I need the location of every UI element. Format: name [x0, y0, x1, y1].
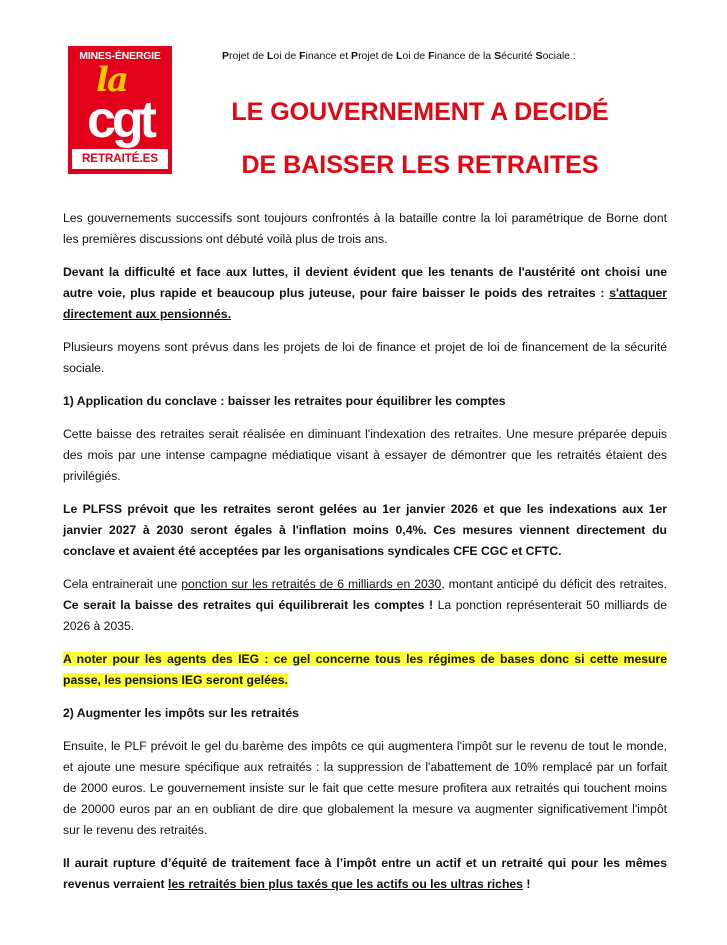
paragraph-ponction — [63, 574, 667, 637]
document-body — [63, 208, 667, 907]
subtitle-text: inance et — [305, 50, 352, 62]
highlighted-text: A noter pour les agents des IEG : ce gel concerne tous les régimes de bases donc si cette mesure passe, les pensions IEG seront gelées. — [63, 652, 667, 687]
paragraph-text: ! — [522, 877, 531, 891]
underlined-text: les retraités bien plus taxés que les actifs ou les ultras riches — [168, 877, 523, 891]
paragraph-text: Devant la difficulté et face aux luttes, il devient évident que les tenants de l'austérité ont choisi une autre voie, plus rapide et beaucoup plus juteuse, pour faire baisser le poids des retraites : — [63, 265, 667, 300]
subtitle-initial: S — [494, 50, 502, 62]
paragraph-indexation: Cette baisse des retraites serait réalisée en diminuant l'indexation des retraites. Une mesure préparée depuis des mois par une intense campagne médiatique visant à essayer de démontrer que les retraités étaient des privilégiés. — [63, 427, 667, 483]
paragraph-plf: Ensuite, le PLF prévoit le gel du barème des impôts ce qui augmentera l'impôt sur le revenu de tout le monde, et ajoute une mesure spécifique aux retraités : la suppression de l'abattement de 10% remplacé par un forfait de 2000 euros. Le gouvernement insiste sur le fait que cette mesure profitera aux retraités qui touchent moins de 20000 euros par an en oubliant de dire que globalement la mesure va augmenter significativement l'impôt sur le revenu des retraités. — [63, 739, 667, 837]
paragraph-ieg-note — [63, 649, 667, 691]
subtitle-text: écurité — [501, 50, 536, 62]
bold-text: Ce serait la baisse des retraites qui équilibrerait les comptes ! — [63, 598, 434, 612]
subtitle-initial: P — [222, 50, 230, 62]
paragraph-text: La ponction représenterait 50 milliards de 2026 à 2035. — [63, 598, 668, 633]
paragraph-intro: Les gouvernements successifs sont toujours confrontés à la bataille contre la loi paramétrique de Borne dont les premières discussions ont débuté voilà plus de trois ans. — [63, 211, 667, 246]
paragraph-austerity — [63, 262, 667, 325]
logo-bottom-text: RETRAITÉ.ES — [72, 149, 168, 169]
section-heading-1: 1) Application du conclave : baisser les retraites pour équilibrer les comptes — [63, 394, 506, 408]
subtitle-text: rojet de — [229, 50, 267, 62]
subtitle-initial: L — [266, 50, 274, 62]
subtitle-text: inance de la — [434, 50, 495, 62]
headline-line-1: LE GOUVERNEMENT A DECIDÉ — [231, 98, 609, 126]
subtitle-text: oi de — [402, 50, 429, 62]
subtitle-initial: F — [299, 50, 306, 62]
paragraph-means: Plusieurs moyens sont prévus dans les projets de loi de finance et projet de loi de financement de la sécurité sociale. — [63, 340, 667, 375]
subtitle-initial: L — [396, 50, 403, 62]
subtitle-text: rojet de — [358, 50, 397, 62]
paragraph-plfss: Le PLFSS prévoit que les retraites seront gelées au 1er janvier 2026 et que les indexations aux 1er janvier 2027 à 2030 seront égales à l'inflation moins 0,4%. Ces mesures viennent directement du conclave et avaient été acceptées par les organisations syndicales CFE CGC et CFTC. — [63, 502, 667, 558]
logo-la-text: la — [96, 60, 127, 100]
section-heading-2: 2) Augmenter les impôts sur les retraités — [63, 706, 299, 720]
document-subtitle — [222, 50, 576, 62]
cgt-logo — [68, 46, 172, 174]
paragraph-equity — [63, 853, 667, 895]
subtitle-initial: F — [428, 50, 435, 62]
subtitle-text: ociale : — [542, 50, 576, 62]
paragraph-text: , montant anticipé du déficit des retraites. — [441, 577, 668, 591]
paragraph-text: Il aurait rupture d’équité de traitement face à l’impôt entre un actif et un retraité qui pour les mêmes revenus verraient — [63, 856, 667, 891]
subtitle-initial: S — [535, 50, 543, 62]
subtitle-initial: P — [351, 50, 359, 62]
underlined-text: ponction sur les retraités de 6 milliards en 2030 — [181, 577, 442, 591]
underlined-text: s'attaquer directement aux pensionnés. — [63, 286, 667, 321]
subtitle-text: oi de — [273, 50, 300, 62]
headline-line-2: DE BAISSER LES RETRAITES — [241, 151, 599, 179]
logo-cgt-text: cgt — [87, 91, 153, 149]
paragraph-text: Cela entrainerait une — [63, 577, 182, 591]
logo-top-text: MINES-ÉNERGIE — [79, 50, 161, 62]
